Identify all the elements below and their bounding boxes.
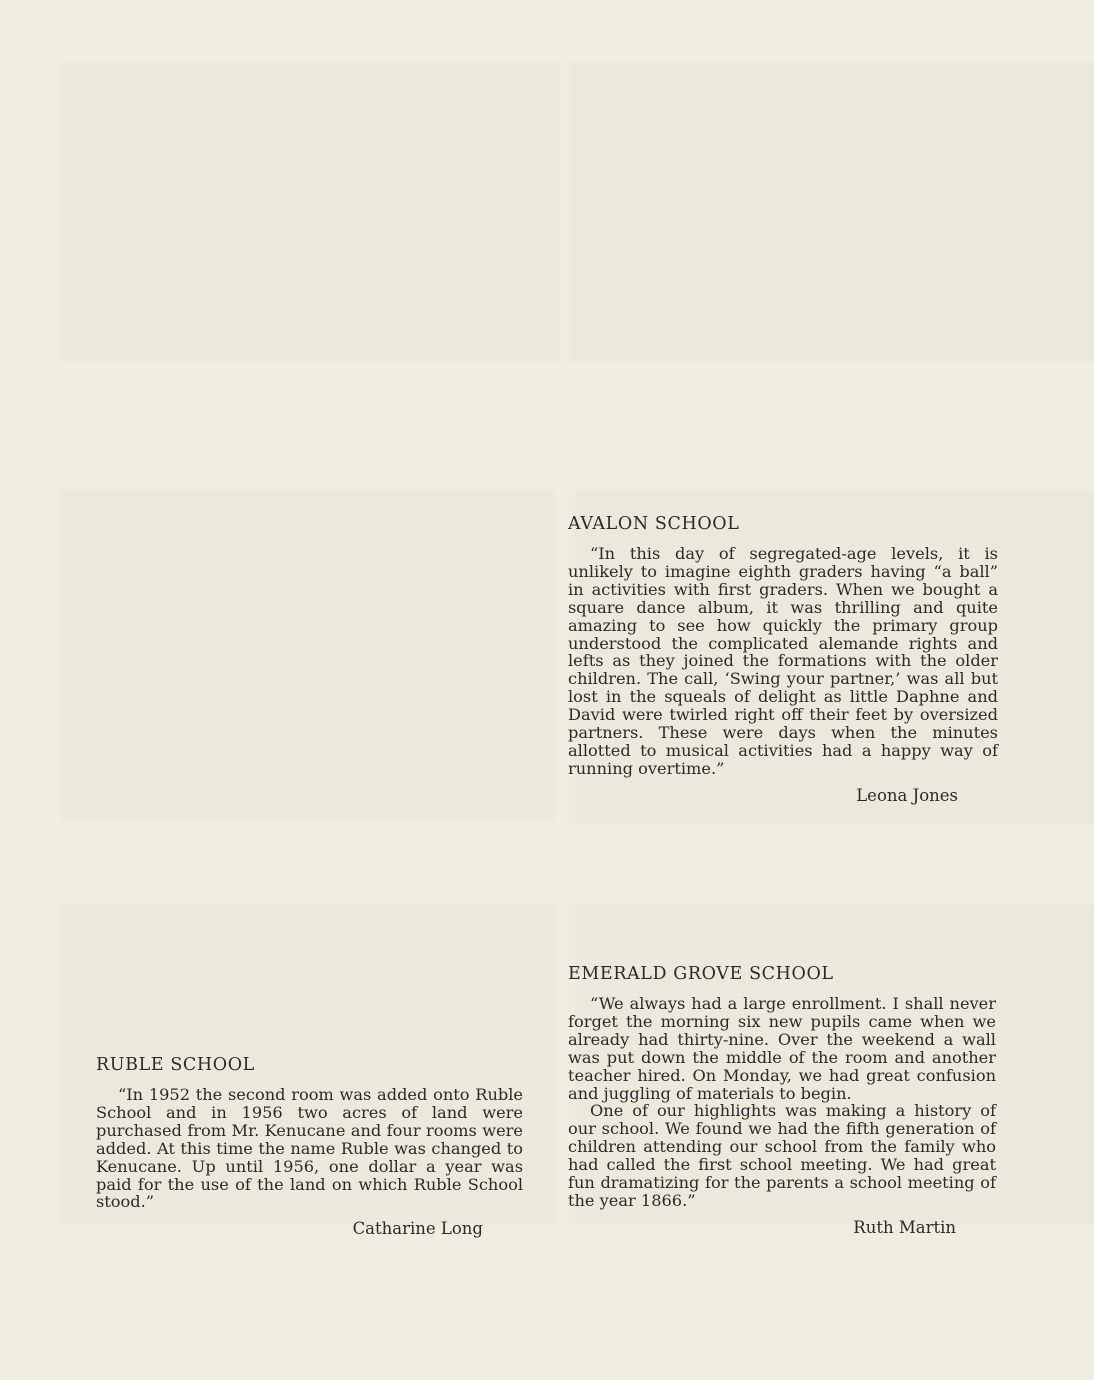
article-author: Catharine Long xyxy=(352,1219,483,1239)
article-paragraph: One of our highlights was making a history of our school. We found we had the fifth generation of children attending our school from the family who had called the first school meeting. We had great fun dramatizing for the parents a school meeting of the year 1866.” xyxy=(568,1101,996,1210)
show-through-panel xyxy=(60,62,560,362)
article-author: Ruth Martin xyxy=(853,1217,956,1237)
article-paragraph: “In 1952 the second room was added onto Ruble School and in 1956 two acres of land were purchased from Mr. Kenucane and four rooms were added. At this time the name Ruble was changed to Kenucane. Up until 1956, one dollar a year was paid for the use of the land on which Ruble School stood.” xyxy=(96,1085,523,1212)
article-emerald-grove-school xyxy=(568,964,996,1237)
article-paragraph: “We always had a large enrollment. I shall never forget the morning six new pupils came when we already had thirty-nine. Over the weekend a wall was put down the middle of the room and another teacher hired. On Monday, we had great confusion and juggling of materials to begin. xyxy=(568,994,996,1103)
article-title: AVALON SCHOOL xyxy=(568,514,740,534)
article-paragraph: “In this day of segregated-age levels, it is unlikely to imagine eighth graders having “a ball” in activities with first graders. When we bought a square dance album, it was thrilling and quite amazing to see how quickly the primary group understood the complicated alemande rights and lefts as they joined the formations with the older children. The call, ‘Swing your partner,’ was all but lost in the squeals of delight as little Daphne and David were twirled right off their feet by oversized partners. These were days when the minutes allotted to musical activities had a happy way of running overtime.” xyxy=(568,544,998,778)
article-avalon-school xyxy=(568,514,998,805)
article-title: RUBLE SCHOOL xyxy=(96,1055,255,1075)
show-through-panel xyxy=(60,490,555,820)
show-through-panel xyxy=(570,62,1094,362)
article-ruble-school xyxy=(96,1055,523,1238)
article-author: Leona Jones xyxy=(856,785,958,805)
article-title: EMERALD GROVE SCHOOL xyxy=(568,964,834,984)
